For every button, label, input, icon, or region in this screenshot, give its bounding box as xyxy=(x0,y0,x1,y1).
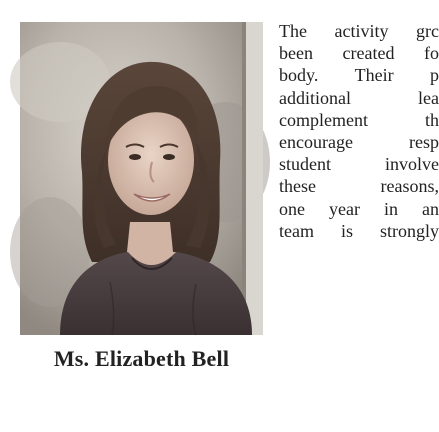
word: The xyxy=(279,21,307,41)
word: reasons, xyxy=(380,176,439,197)
article-line xyxy=(279,109,439,131)
word: grc xyxy=(416,21,439,41)
article-line xyxy=(279,131,439,153)
word: p xyxy=(429,65,439,86)
article-line xyxy=(279,153,439,175)
portrait-illustration xyxy=(20,22,263,335)
article-line xyxy=(279,42,439,64)
word: complement xyxy=(279,109,368,130)
word: resp xyxy=(409,131,439,152)
word: one xyxy=(279,198,305,219)
word: created xyxy=(342,43,395,64)
word: activity xyxy=(334,21,389,41)
article-text-column xyxy=(279,20,439,260)
word: involve xyxy=(385,154,439,175)
word: these xyxy=(279,176,316,197)
word: in xyxy=(383,198,398,219)
photo-caption: Ms. Elizabeth Bell xyxy=(53,346,230,371)
word: th xyxy=(424,109,439,130)
word: additional xyxy=(279,87,351,108)
word: student xyxy=(279,154,331,175)
word: is xyxy=(340,220,353,241)
article-line xyxy=(279,198,439,220)
word: fo xyxy=(424,43,439,64)
word: Their xyxy=(354,65,394,86)
article-line xyxy=(279,87,439,109)
word: lea xyxy=(418,87,439,108)
article-line xyxy=(279,175,439,197)
portrait-photo xyxy=(20,22,263,335)
word: year xyxy=(329,198,360,219)
word: been xyxy=(279,43,313,64)
word: strongly xyxy=(379,220,439,241)
article-line xyxy=(279,220,439,242)
word: team xyxy=(279,220,314,241)
article-line xyxy=(279,20,439,42)
article-line xyxy=(279,64,439,86)
word: an xyxy=(422,198,439,219)
word: body. xyxy=(279,65,319,86)
word: encourage xyxy=(279,131,353,152)
